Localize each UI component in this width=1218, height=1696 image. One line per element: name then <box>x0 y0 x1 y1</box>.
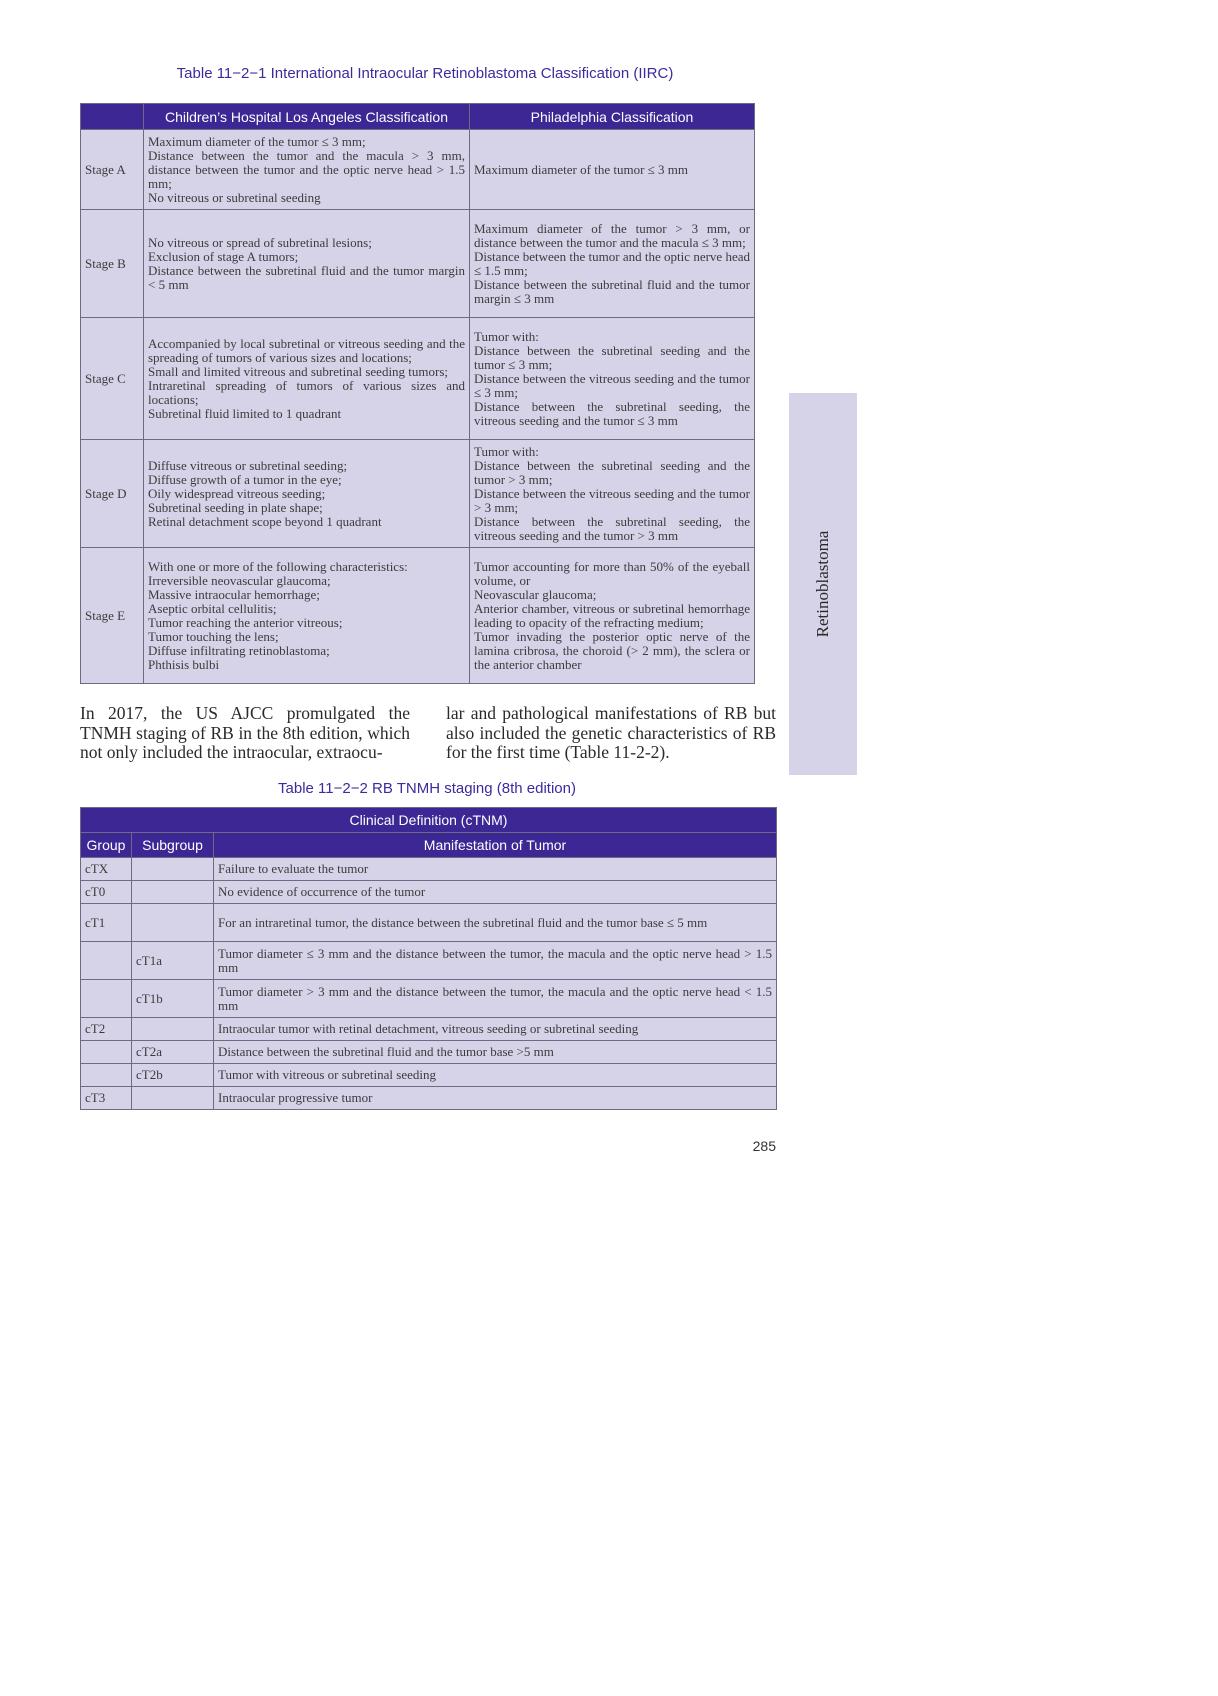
table1-caption: Table 11−2−1 International Intraocular Retinoblastoma Classification (IIRC) <box>176 65 674 82</box>
cell-line: Massive intraocular hemorrhage; <box>148 586 320 602</box>
cell-line: Tumor touching the lens; <box>148 628 279 644</box>
cell-line: Maximum diameter of the tumor ≤ 3 mm <box>474 161 689 177</box>
subgroup-cell <box>132 904 214 942</box>
cell-line: Exclusion of stage A tumors; <box>148 248 299 264</box>
subgroup-cell <box>132 1018 214 1041</box>
group-cell <box>81 1064 132 1087</box>
super-header: Clinical Definition (cTNM) <box>81 808 777 833</box>
cell-line: Maximum diameter of the tumor > 3 mm, or distance between the tumor and the macula ≤ 3 mm; <box>474 220 750 250</box>
cell-line: Distance between the subretinal seeding and the tumor ≤ 3 mm; <box>474 342 750 372</box>
column-header: Children’s Hospital Los Angeles Classification <box>144 104 470 130</box>
subgroup-cell: cT1a <box>132 942 214 980</box>
table-row <box>81 1018 777 1041</box>
table-row <box>81 980 777 1018</box>
cell-line: Distance between the subretinal seeding and the tumor > 3 mm; <box>474 457 750 487</box>
cell-line: Distance between the tumor and the macula > 3 mm, distance between the tumor and the optic nerve head > 1.5 mm; <box>148 147 465 191</box>
cell-line: Distance between the subretinal seeding, the vitreous seeding and the tumor ≤ 3 mm <box>474 398 750 428</box>
chla-cell <box>144 548 470 684</box>
philadelphia-cell <box>470 210 755 318</box>
group-cell: cTX <box>81 858 132 881</box>
table-row <box>81 548 755 684</box>
stage-cell: Stage A <box>81 130 144 210</box>
cell-line: Subretinal seeding in plate shape; <box>148 499 323 515</box>
cell-line: Distance between the subretinal fluid and the tumor margin < 5 mm <box>148 262 465 292</box>
cell-line: With one or more of the following characteristics: <box>148 558 408 574</box>
subgroup-cell: cT1b <box>132 980 214 1018</box>
group-cell <box>81 1041 132 1064</box>
manifestation-cell: Tumor with vitreous or subretinal seeding <box>214 1064 777 1087</box>
subgroup-cell: cT2b <box>132 1064 214 1087</box>
cell-line: Intraretinal spreading of tumors of various sizes and locations; <box>148 377 465 407</box>
manifestation-cell: Tumor diameter > 3 mm and the distance between the tumor, the macula and the optic nerve head < 1.5 mm <box>214 980 777 1018</box>
chla-cell <box>144 440 470 548</box>
table-super-header-row <box>81 808 777 833</box>
chapter-side-tab <box>789 393 857 775</box>
table-row <box>81 1064 777 1087</box>
manifestation-cell: Intraocular tumor with retinal detachment, vitreous seeding or subretinal seeding <box>214 1018 777 1041</box>
cell-line: No vitreous or subretinal seeding <box>148 189 321 205</box>
chla-cell <box>144 210 470 318</box>
subgroup-cell: cT2a <box>132 1041 214 1064</box>
cell-line: Anterior chamber, vitreous or subretinal hemorrhage leading to opacity of the refracting medium; <box>474 600 750 630</box>
chla-cell <box>144 318 470 440</box>
table-row <box>81 858 777 881</box>
table-row <box>81 1087 777 1110</box>
table-row <box>81 210 755 318</box>
tnmh-staging-table <box>80 807 777 1110</box>
cell-line: Oily widespread vitreous seeding; <box>148 485 326 501</box>
cell-line: Neovascular glaucoma; <box>474 586 597 602</box>
cell-line: Distance between the vitreous seeding and the tumor > 3 mm; <box>474 485 750 515</box>
column-header <box>81 104 144 130</box>
subgroup-cell <box>132 858 214 881</box>
cell-line: Distance between the subretinal seeding, the vitreous seeding and the tumor > 3 mm <box>474 513 750 543</box>
table-row <box>81 130 755 210</box>
cell-line: Accompanied by local subretinal or vitreous seeding and the spreading of tumors of various sizes and locations; <box>148 335 465 365</box>
table-header-row <box>81 833 777 858</box>
cell-line: Diffuse infiltrating retinoblastoma; <box>148 642 330 658</box>
chla-cell <box>144 130 470 210</box>
cell-line: Tumor with: <box>474 328 539 344</box>
group-cell: cT2 <box>81 1018 132 1041</box>
cell-line: Tumor with: <box>474 443 539 459</box>
philadelphia-cell <box>470 318 755 440</box>
table-row <box>81 904 777 942</box>
philadelphia-cell <box>470 548 755 684</box>
manifestation-cell: Failure to evaluate the tumor <box>214 858 777 881</box>
column-header: Philadelphia Classification <box>470 104 755 130</box>
cell-line: No vitreous or spread of subretinal lesions; <box>148 234 372 250</box>
table-row <box>81 440 755 548</box>
table-row <box>81 318 755 440</box>
group-cell: cT3 <box>81 1087 132 1110</box>
stage-cell: Stage D <box>81 440 144 548</box>
manifestation-cell: For an intraretinal tumor, the distance between the subretinal fluid and the tumor base ≤ 5 mm <box>214 904 777 942</box>
cell-line: Maximum diameter of the tumor ≤ 3 mm; <box>148 133 366 149</box>
stage-cell: Stage E <box>81 548 144 684</box>
subgroup-cell <box>132 881 214 904</box>
column-header: Group <box>81 833 132 858</box>
cell-line: Diffuse growth of a tumor in the eye; <box>148 471 342 487</box>
column-header: Manifestation of Tumor <box>214 833 777 858</box>
cell-line: Distance between the tumor and the optic nerve head ≤ 1.5 mm; <box>474 248 750 278</box>
cell-line: Irreversible neovascular glaucoma; <box>148 572 331 588</box>
subgroup-cell <box>132 1087 214 1110</box>
table-row <box>81 1041 777 1064</box>
stage-cell: Stage C <box>81 318 144 440</box>
group-cell <box>81 980 132 1018</box>
cell-line: Diffuse vitreous or subretinal seeding; <box>148 457 348 473</box>
body-text-column-2: lar and pathological manifestations of RB but also included the genetic characteristics of RB for the first time (Table 11-2-2). <box>446 703 776 762</box>
cell-line: Tumor reaching the anterior vitreous; <box>148 614 343 630</box>
iirc-classification-table <box>80 103 755 684</box>
cell-line: Retinal detachment scope beyond 1 quadrant <box>148 513 382 529</box>
group-cell <box>81 942 132 980</box>
cell-line: Subretinal fluid limited to 1 quadrant <box>148 405 342 421</box>
cell-line: Distance between the vitreous seeding and the tumor ≤ 3 mm; <box>474 370 750 400</box>
body-text-column-1: In 2017, the US AJCC promulgated the TNMH staging of RB in the 8th edition, which not only included the intraocular, extraocu- <box>80 703 410 762</box>
stage-cell: Stage B <box>81 210 144 318</box>
column-header: Subgroup <box>132 833 214 858</box>
philadelphia-cell <box>470 440 755 548</box>
table2-caption: Table 11−2−2 RB TNMH staging (8th edition) <box>278 780 576 797</box>
cell-line: Aseptic orbital cellulitis; <box>148 600 277 616</box>
group-cell: cT0 <box>81 881 132 904</box>
table-row <box>81 942 777 980</box>
group-cell: cT1 <box>81 904 132 942</box>
manifestation-cell: Distance between the subretinal fluid and the tumor base >5 mm <box>214 1041 777 1064</box>
manifestation-cell: No evidence of occurrence of the tumor <box>214 881 777 904</box>
chapter-title: Retinoblastoma <box>813 530 832 638</box>
cell-line: Tumor accounting for more than 50% of the eyeball volume, or <box>474 558 750 588</box>
philadelphia-cell <box>470 130 755 210</box>
table-row <box>81 881 777 904</box>
cell-line: Phthisis bulbi <box>148 656 220 672</box>
cell-line: Small and limited vitreous and subretinal seeding tumors; <box>148 363 449 379</box>
cell-line: Tumor invading the posterior optic nerve of the lamina cribrosa, the choroid (> 2 mm), the sclera or the anterior chamber <box>474 628 750 672</box>
page-number: 285 <box>752 1138 776 1154</box>
cell-line: Distance between the subretinal fluid and the tumor margin ≤ 3 mm <box>474 276 750 306</box>
manifestation-cell: Tumor diameter ≤ 3 mm and the distance between the tumor, the macula and the optic nerve head > 1.5 mm <box>214 942 777 980</box>
table-header-row <box>81 104 755 130</box>
manifestation-cell: Intraocular progressive tumor <box>214 1087 777 1110</box>
